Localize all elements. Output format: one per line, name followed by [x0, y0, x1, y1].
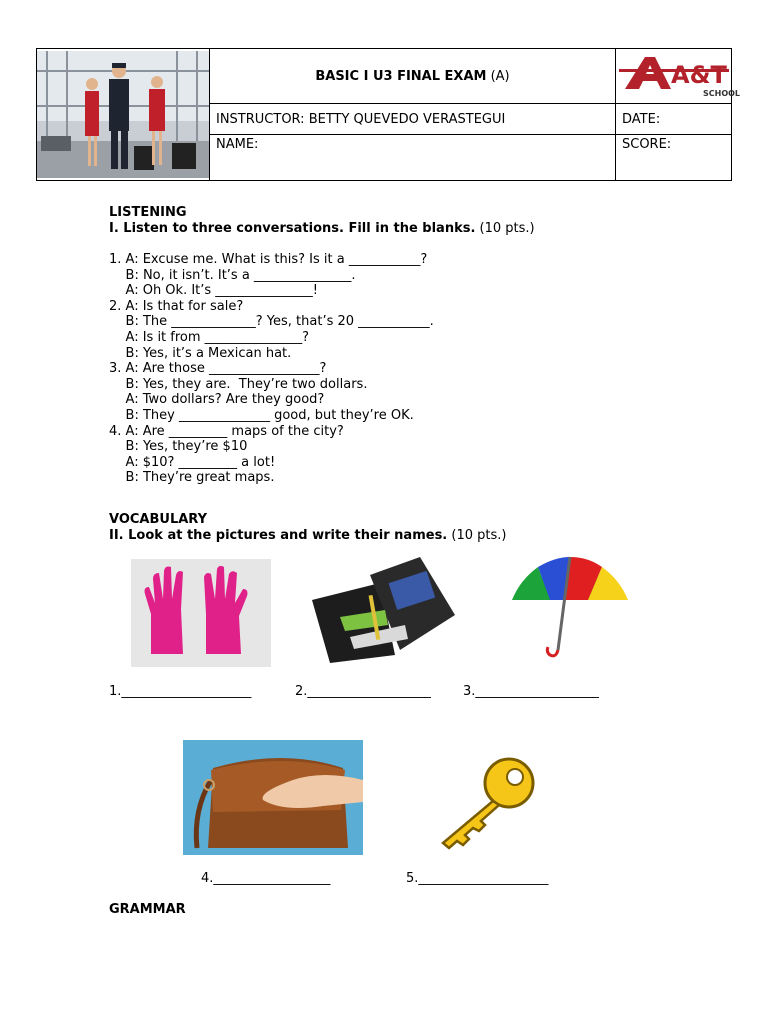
listening-points: (10 pts.): [479, 221, 535, 236]
exam-title-cell: [210, 49, 616, 104]
key-picture: [437, 755, 539, 850]
conversation-line: B: Yes, it’s a Mexican hat.: [109, 345, 292, 361]
conversation-line[interactable]: A: Is it from _______________?: [109, 329, 310, 345]
conversation-line[interactable]: 4. A: Are _________ maps of the city?: [109, 423, 344, 439]
answer-blank-5[interactable]: 5.____________________: [406, 871, 549, 886]
gloves-picture: [131, 559, 271, 667]
conversation-line: B: They’re great maps.: [109, 470, 275, 486]
conversation-line: 2. A: Is that for sale?: [109, 298, 244, 314]
vocabulary-instruction: II. Look at the pictures and write their names.: [109, 528, 448, 543]
airport-crew-photo: [37, 51, 209, 178]
date-field[interactable]: DATE:: [616, 104, 732, 135]
logo-subtext: SCHOOL: [702, 89, 740, 98]
score-field: SCORE:: [616, 135, 732, 181]
logo-text: A&T: [670, 61, 727, 89]
answer-blank-1[interactable]: 1.____________________: [109, 684, 252, 699]
school-logo: [617, 49, 740, 99]
conversation-line: A: Two dollars? Are they good?: [109, 392, 325, 408]
answer-blank-3[interactable]: 3.___________________: [463, 684, 599, 699]
conversation-line[interactable]: B: They ______________ good, but they’re OK.: [109, 407, 414, 423]
conversation-line[interactable]: B: No, it isn’t. It’s a _______________.: [109, 267, 356, 283]
conversation-line[interactable]: 1. A: Excuse me. What is this? Is it a ___________?: [109, 252, 428, 267]
handbag-picture: [183, 740, 363, 855]
wallet-picture: [310, 555, 455, 665]
header-photo-cell: [37, 49, 210, 181]
instructor-field: INSTRUCTOR: BETTY QUEVEDO VERASTEGUI: [210, 104, 616, 135]
listening-instruction-line: [109, 221, 535, 236]
conversation-line[interactable]: 3. A: Are those _________________?: [109, 361, 327, 377]
conversation-line[interactable]: A: $10? _________ a lot!: [109, 454, 276, 470]
exam-version: (A): [490, 68, 510, 84]
name-field[interactable]: NAME:: [210, 135, 616, 181]
conversation-line[interactable]: B: The _____________? Yes, that’s 20 ___________.: [109, 314, 434, 330]
grammar-heading: GRAMMAR: [109, 902, 186, 917]
umbrella-picture: [510, 555, 630, 660]
conversation-line: B: Yes, they’re $10: [109, 439, 248, 455]
vocabulary-heading: VOCABULARY: [109, 512, 208, 527]
listening-conversations: [109, 252, 434, 486]
vocabulary-points: (10 pts.): [451, 528, 507, 543]
listening-heading: LISTENING: [109, 205, 187, 220]
answer-blank-2[interactable]: 2.___________________: [295, 684, 431, 699]
conversation-line: B: Yes, they are. They’re two dollars.: [109, 376, 368, 392]
listening-instruction: I. Listen to three conversations. Fill in the blanks.: [109, 221, 476, 236]
vocabulary-instruction-line: [109, 528, 506, 543]
conversation-line[interactable]: A: Oh Ok. It’s _______________!: [109, 283, 319, 299]
answer-blank-4[interactable]: 4.__________________: [201, 871, 331, 886]
exam-header-table: [36, 48, 740, 181]
exam-title: BASIC I U3 FINAL EXAM: [315, 68, 487, 84]
logo-cell: [616, 49, 740, 104]
